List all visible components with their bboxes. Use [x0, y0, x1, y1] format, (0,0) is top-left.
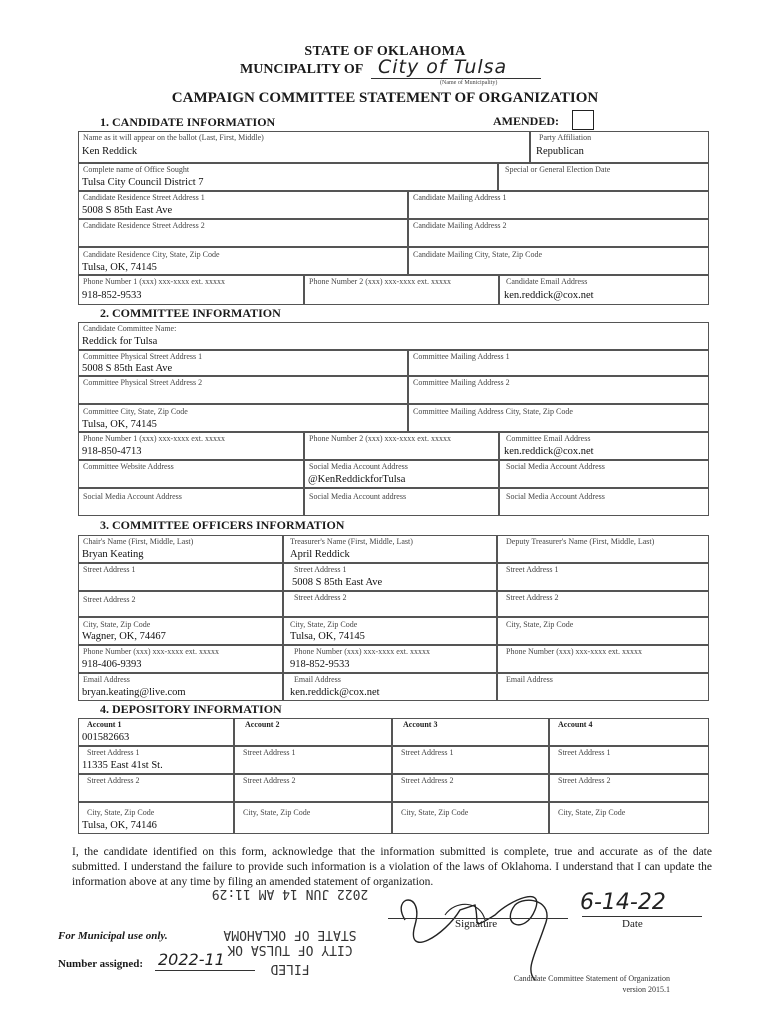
chair-phone-field[interactable] — [78, 645, 283, 673]
comm-email-value: ken.reddick@cox.net — [504, 446, 594, 457]
ballot-name-field[interactable] — [78, 131, 530, 163]
account2-number-field[interactable] — [234, 718, 392, 746]
cand-phone1-field[interactable] — [78, 275, 304, 305]
municipality-sublabel: (Name of Municipality) — [440, 80, 498, 86]
municipality-label: MUNCIPALITY OF — [240, 62, 364, 77]
account2-street2-field[interactable] — [234, 774, 392, 802]
section-2-title: 2. COMMITTEE INFORMATION — [100, 306, 281, 320]
comm-phys2-field[interactable] — [78, 376, 408, 404]
cand-phone1-value: 918-852-9533 — [82, 290, 142, 301]
social1-field[interactable] — [304, 460, 499, 488]
comm-mail2-field[interactable] — [408, 376, 709, 404]
treasurer-street2-field[interactable] — [283, 591, 497, 617]
deputy-phone-label: Phone Number (xxx) xxx-xxxx ext. xxxxx — [506, 647, 642, 656]
form-title: CAMPAIGN COMMITTEE STATEMENT OF ORGANIZATION — [171, 90, 599, 106]
comm-city-value: Tulsa, OK, 74145 — [82, 419, 157, 430]
chair-name-value: Bryan Keating — [82, 549, 144, 560]
treasurer-phone-label: Phone Number (xxx) xxx-xxxx ext. xxxxx — [294, 647, 430, 656]
mail-street1-label: Candidate Mailing Address 1 — [413, 193, 507, 202]
date-label: Date — [622, 918, 643, 930]
comm-city-label: Committee City, State, Zip Code — [83, 407, 188, 416]
comm-phone1-label: Phone Number 1 (xxx) xxx-xxxx ext. xxxxx — [83, 434, 225, 443]
treasurer-phone-value: 918-852-9533 — [290, 659, 350, 670]
treasurer-street2-label: Street Address 2 — [294, 593, 347, 602]
deputy-street1-label: Street Address 1 — [506, 565, 559, 574]
number-assigned-label: Number assigned: — [58, 958, 144, 970]
deputy-street2-label: Street Address 2 — [506, 593, 559, 602]
account1-label: Account 1 — [87, 720, 122, 729]
account4-city-field[interactable] — [549, 802, 709, 834]
chair-email-field[interactable] — [78, 673, 283, 701]
account3-street2-field[interactable] — [392, 774, 549, 802]
chair-street2-field[interactable] — [78, 591, 283, 617]
stamp-line-3: CITY OF TULSA OK — [227, 942, 353, 957]
comm-mail-city-label: Committee Mailing Address City, State, Zip Code — [413, 407, 573, 416]
deputy-city-label: City, State, Zip Code — [506, 620, 574, 629]
comm-phone1-value: 918-850-4713 — [82, 446, 142, 457]
account4-city-label: City, State, Zip Code — [558, 808, 626, 817]
chair-name-field[interactable] — [78, 535, 283, 563]
comm-phone2-label: Phone Number 2 (xxx) xxx-xxxx ext. xxxxx — [309, 434, 451, 443]
social3-field[interactable] — [78, 488, 304, 516]
deputy-email-field[interactable] — [497, 673, 709, 701]
mail-city-label: Candidate Mailing City, State, Zip Code — [413, 250, 543, 259]
office-field[interactable] — [78, 163, 498, 191]
cand-phone1-label: Phone Number 1 (xxx) xxx-xxxx ext. xxxxx — [83, 277, 225, 286]
account2-street2-label: Street Address 2 — [243, 776, 296, 785]
account1-street2-label: Street Address 2 — [87, 776, 140, 785]
chair-phone-label: Phone Number (xxx) xxx-xxxx ext. xxxxx — [83, 647, 219, 656]
social1-value: @KenReddickforTulsa — [308, 474, 406, 485]
chair-email-value: bryan.keating@live.com — [82, 687, 186, 698]
account2-street1-label: Street Address 1 — [243, 748, 296, 757]
social4-label: Social Media Account address — [309, 492, 407, 501]
account3-label: Account 3 — [403, 720, 438, 729]
signature-label: Signature — [455, 918, 498, 930]
committee-name-field[interactable] — [78, 322, 709, 350]
social2-field[interactable] — [499, 460, 709, 488]
date-handwritten: 6-14-22 — [580, 890, 666, 915]
comm-phys1-label: Committee Physical Street Address 1 — [83, 352, 203, 361]
deputy-name-field[interactable] — [497, 535, 709, 563]
treasurer-name-label: Treasurer's Name (First, Middle, Last) — [290, 537, 413, 546]
stamp-line-2: STATE OF OKLAHOMA — [223, 927, 357, 942]
comm-phone1-field[interactable] — [78, 432, 304, 460]
res-street2-field[interactable] — [78, 219, 408, 247]
amended-label: AMENDED: — [493, 114, 559, 128]
mail-street2-field[interactable] — [408, 219, 709, 247]
res-street2-label: Candidate Residence Street Address 2 — [83, 221, 205, 230]
res-city-value: Tulsa, OK, 74145 — [82, 262, 157, 273]
chair-city-value: Wagner, OK, 74467 — [82, 631, 166, 642]
mail-street1-field[interactable] — [408, 191, 709, 219]
comm-phys1-field[interactable] — [78, 350, 408, 376]
account1-street1-value: 11335 East 41st St. — [82, 760, 163, 771]
treasurer-city-label: City, State, Zip Code — [290, 620, 358, 629]
state-heading: STATE OF OKLAHOMA — [304, 44, 466, 59]
account3-city-label: City, State, Zip Code — [401, 808, 469, 817]
deputy-street2-field[interactable] — [497, 591, 709, 617]
treasurer-name-value: April Reddick — [290, 549, 350, 560]
social5-field[interactable] — [499, 488, 709, 516]
social1-label: Social Media Account Address — [309, 462, 408, 471]
election-date-label: Special or General Election Date — [505, 165, 611, 174]
committee-name-label: Candidate Committee Name: — [83, 324, 177, 333]
footer-version: version 2015.1 — [622, 985, 670, 994]
account2-street1-field[interactable] — [234, 746, 392, 774]
comm-mail2-label: Committee Mailing Address 2 — [413, 378, 510, 387]
chair-email-label: Email Address — [83, 675, 130, 684]
election-date-field[interactable] — [498, 163, 709, 191]
account3-street1-field[interactable] — [392, 746, 549, 774]
chair-street1-label: Street Address 1 — [83, 565, 136, 574]
res-city-label: Candidate Residence City, State, Zip Code — [83, 250, 220, 259]
social3-label: Social Media Account Address — [83, 492, 182, 501]
comm-mail-city-field[interactable] — [408, 404, 709, 432]
cand-email-field[interactable] — [499, 275, 709, 305]
amended-checkbox[interactable] — [572, 110, 594, 130]
account3-number-field[interactable] — [392, 718, 549, 746]
treasurer-street1-field[interactable] — [283, 563, 497, 591]
account2-city-label: City, State, Zip Code — [243, 808, 311, 817]
filing-stamp — [190, 886, 390, 976]
treasurer-name-field[interactable] — [283, 535, 497, 563]
deputy-email-label: Email Address — [506, 675, 553, 684]
account1-street1-field[interactable] — [78, 746, 234, 774]
section-4-title: 4. DEPOSITORY INFORMATION — [100, 702, 282, 716]
comm-email-field[interactable] — [499, 432, 709, 460]
treasurer-city-field[interactable] — [283, 617, 497, 645]
account4-street1-field[interactable] — [549, 746, 709, 774]
comm-mail1-field[interactable] — [408, 350, 709, 376]
cand-phone2-label: Phone Number 2 (xxx) xxx-xxxx ext. xxxxx — [309, 277, 451, 286]
account3-street2-label: Street Address 2 — [401, 776, 454, 785]
mail-street2-label: Candidate Mailing Address 2 — [413, 221, 507, 230]
deputy-phone-field[interactable] — [497, 645, 709, 673]
cand-email-label: Candidate Email Address — [506, 277, 588, 286]
stamp-line-4: FILED — [270, 961, 310, 976]
account1-city-field[interactable] — [78, 802, 234, 834]
comm-phone2-field[interactable] — [304, 432, 499, 460]
chair-city-label: City, State, Zip Code — [83, 620, 151, 629]
comm-website-label: Committee Website Address — [83, 462, 174, 471]
account4-street1-label: Street Address 1 — [558, 748, 611, 757]
account4-street2-field[interactable] — [549, 774, 709, 802]
comm-website-field[interactable] — [78, 460, 304, 488]
chair-city-field[interactable] — [78, 617, 283, 645]
social5-label: Social Media Account Address — [506, 492, 605, 501]
comm-mail1-label: Committee Mailing Address 1 — [413, 352, 510, 361]
chair-name-label: Chair's Name (First, Middle, Last) — [83, 537, 194, 546]
treasurer-email-value: ken.reddick@cox.net — [290, 687, 380, 698]
section-1-title: 1. CANDIDATE INFORMATION — [100, 115, 276, 129]
treasurer-city-value: Tulsa, OK, 74145 — [290, 631, 365, 642]
account1-number-field[interactable] — [78, 718, 234, 746]
res-street1-value: 5008 S 85th East Ave — [82, 205, 173, 216]
attestation-text: I, the candidate identified on this form, acknowledge that the information submitted is complete, true and accurate as of the date submitted. I understand the failure to provide such information is a violation of the laws of Oklahoma. I understand that I can update the information above at any time by filing an amended statement of organization. — [72, 846, 712, 888]
number-assigned-value: 2022-11 — [158, 950, 225, 969]
municipality-handwritten: City of Tulsa — [378, 56, 508, 78]
municipality-underline — [371, 78, 541, 79]
account2-city-field[interactable] — [234, 802, 392, 834]
account1-city-value: Tulsa, OK, 74146 — [82, 820, 157, 831]
deputy-city-field[interactable] — [497, 617, 709, 645]
account4-street2-label: Street Address 2 — [558, 776, 611, 785]
comm-phys1-value: 5008 S 85th East Ave — [82, 363, 173, 374]
account4-number-field[interactable] — [549, 718, 709, 746]
municipal-use-label: For Municipal use only. — [58, 930, 168, 942]
comm-phys2-label: Committee Physical Street Address 2 — [83, 378, 203, 387]
party-field[interactable] — [530, 131, 709, 163]
deputy-street1-field[interactable] — [497, 563, 709, 591]
res-street1-label: Candidate Residence Street Address 1 — [83, 193, 205, 202]
chair-phone-value: 918-406-9393 — [82, 659, 142, 670]
social2-label: Social Media Account Address — [506, 462, 605, 471]
stamp-line-1: 2022 JUN 14 AM 11:29 — [211, 886, 369, 901]
res-street1-field[interactable] — [78, 191, 408, 219]
account1-city-label: City, State, Zip Code — [87, 808, 155, 817]
committee-name-value: Reddick for Tulsa — [82, 336, 158, 347]
party-value: Republican — [536, 146, 584, 157]
account2-label: Account 2 — [245, 720, 280, 729]
treasurer-street1-value: 5008 S 85th East Ave — [292, 577, 383, 588]
ballot-name-value: Ken Reddick — [82, 146, 138, 157]
treasurer-phone-field[interactable] — [283, 645, 497, 673]
cand-email-value: ken.reddick@cox.net — [504, 290, 594, 301]
comm-city-field[interactable] — [78, 404, 408, 432]
comm-email-label: Committee Email Address — [506, 434, 591, 443]
treasurer-email-field[interactable] — [283, 673, 497, 701]
chair-street2-label: Street Address 2 — [83, 595, 136, 604]
office-label: Complete name of Office Sought — [83, 165, 190, 174]
account1-street2-field[interactable] — [78, 774, 234, 802]
office-value: Tulsa City Council District 7 — [82, 177, 204, 188]
treasurer-email-label: Email Address — [294, 675, 341, 684]
account4-label: Account 4 — [558, 720, 593, 729]
cand-phone2-field[interactable] — [304, 275, 499, 305]
party-label: Party Affiliation — [539, 133, 592, 142]
account1-street1-label: Street Address 1 — [87, 748, 140, 757]
account3-street1-label: Street Address 1 — [401, 748, 454, 757]
footer-form-name: Candidate Committee Statement of Organization — [513, 974, 670, 983]
res-city-field[interactable] — [78, 247, 408, 275]
account1-number: 001582663 — [82, 732, 130, 743]
ballot-name-label: Name as it will appear on the ballot (Last, First, Middle) — [83, 133, 264, 142]
deputy-name-label: Deputy Treasurer's Name (First, Middle, Last) — [506, 537, 655, 546]
account3-city-field[interactable] — [392, 802, 549, 834]
mail-city-field[interactable] — [408, 247, 709, 275]
treasurer-street1-label: Street Address 1 — [294, 565, 347, 574]
chair-street1-field[interactable] — [78, 563, 283, 591]
section-3-title: 3. COMMITTEE OFFICERS INFORMATION — [100, 518, 345, 532]
date-line — [582, 916, 702, 917]
social4-field[interactable] — [304, 488, 499, 516]
